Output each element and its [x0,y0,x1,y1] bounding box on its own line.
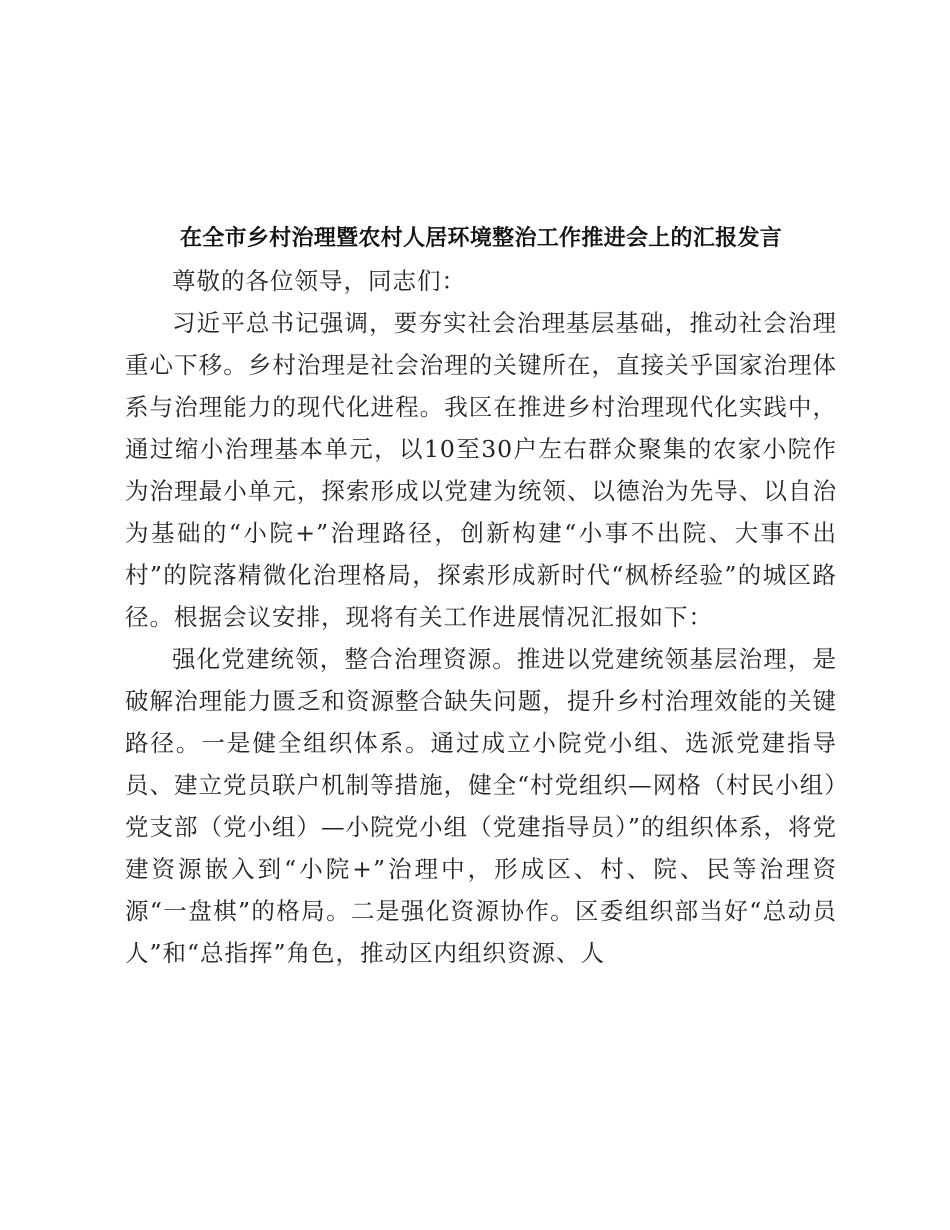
document-body [125,218,837,974]
greeting-line: 尊敬的各位领导，同志们： [172,267,466,295]
document-title: 在全市乡村治理暨农村人居环境整治工作推进会上的汇报发言 [179,225,783,251]
paragraph-party-building: 强化党建统领，整合治理资源。推进以党建统领基层治理，是破解治理能力匮乏和资源整合缺失问题，提升乡村治理效能的关键路径。一是健全组织体系。通过成立小院党小组、选派党建指导员、建立党员联户机制等措施，健全“村党组织—网格（村民小组）党支部（党小组）—小院党小组（党建指导员）”的组织体系，将党建资源嵌入到“小院+”治理中，形成区、村、院、民等治理资源“一盘棋”的格局。二是强化资源协作。区委组织部当好“总动员人”和“总指挥”角色，推动区内组织资源、人 [125,645,837,967]
paragraph-intro: 习近平总书记强调，要夯实社会治理基层基础，推动社会治理重心下移。乡村治理是社会治理的关键所在，直接关乎国家治理体系与治理能力的现代化进程。我区在推进乡村治理现代化实践中，通过缩小治理基本单元，以10至30户左右群众聚集的农家小院作为治理最小单元，探索形成以党建为统领、以德治为先导、以自治为基础的“小院+”治理路径，创新构建“小事不出院、大事不出村”的院落精微化治理格局，探索形成新时代“枫桥经验”的城区路径。根据会议安排，现将有关工作进展情况汇报如下： [125,309,837,631]
